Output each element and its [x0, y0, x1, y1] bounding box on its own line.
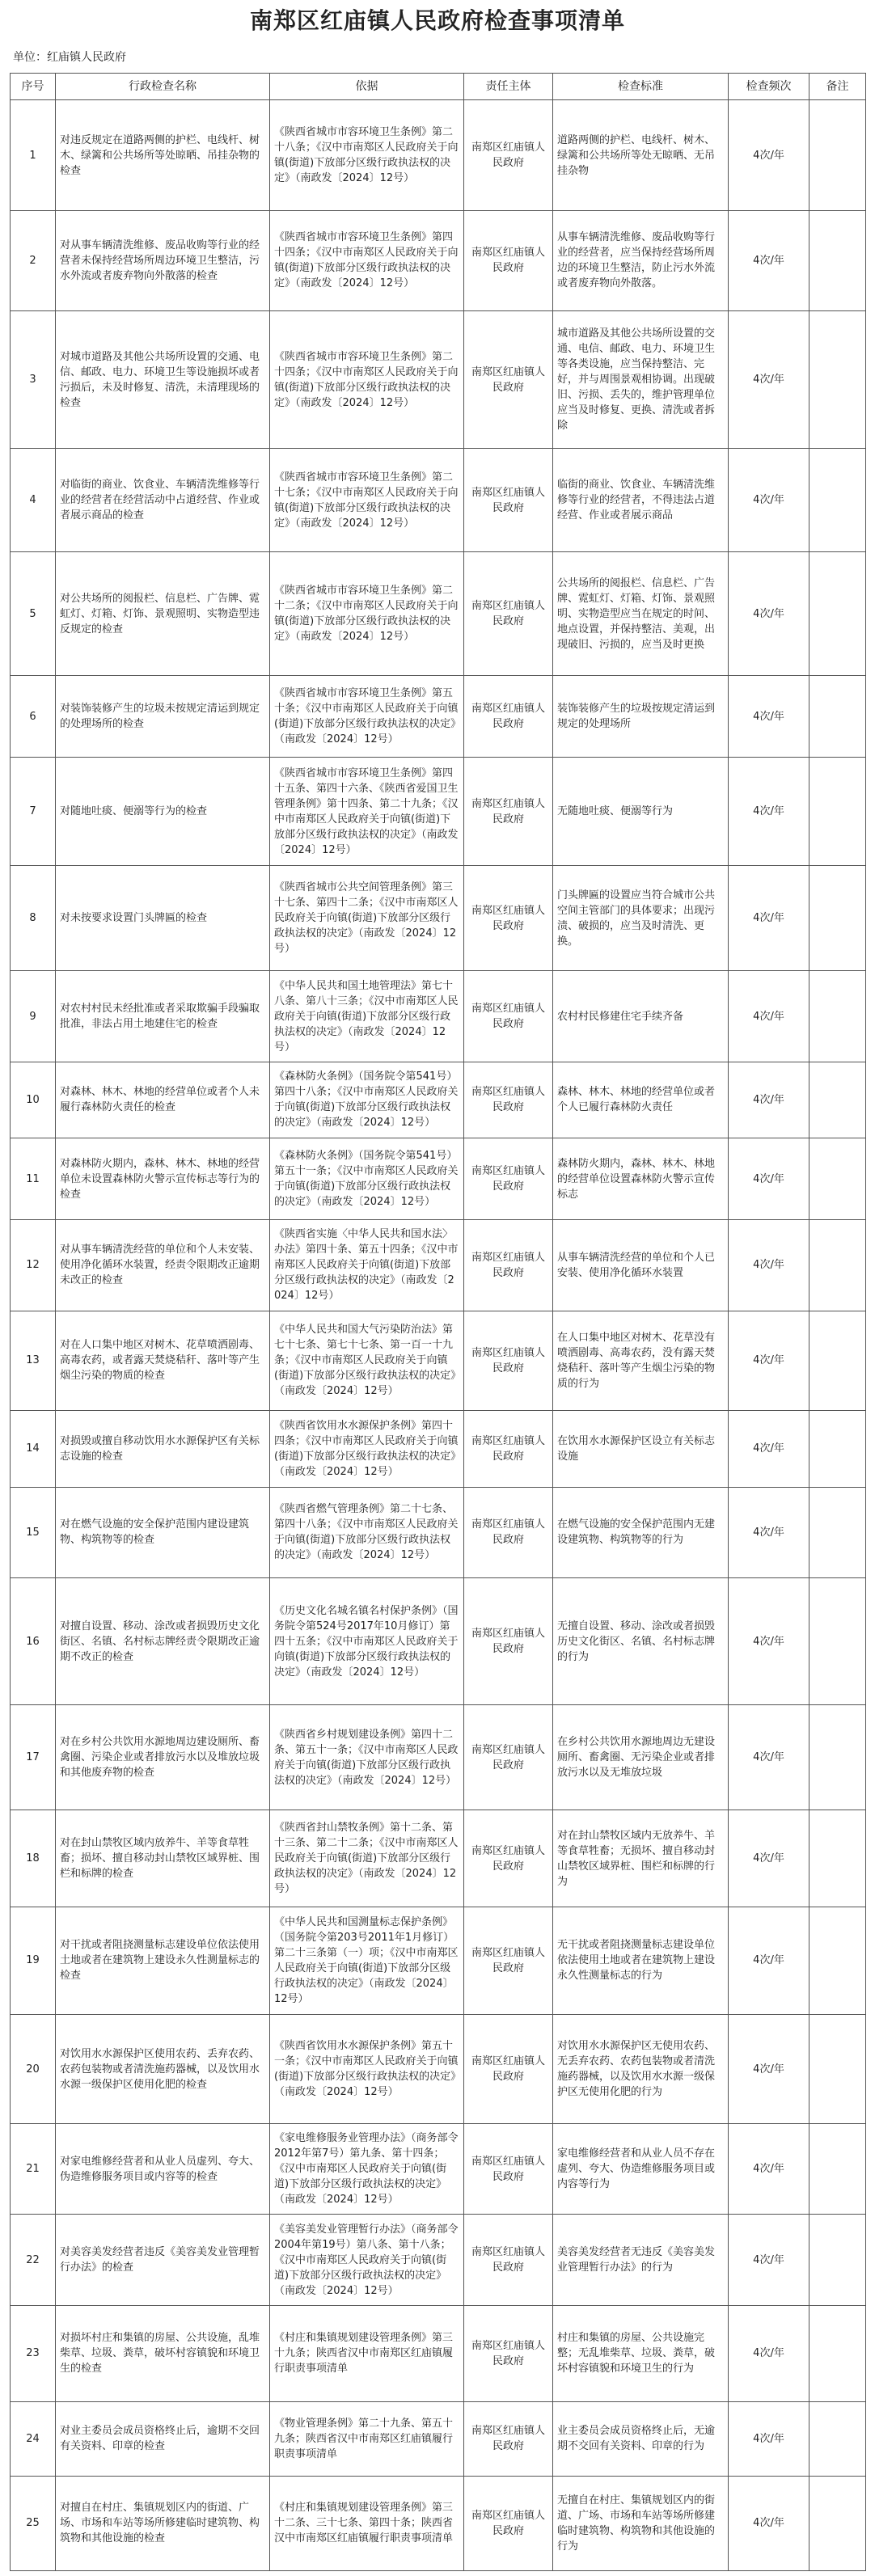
cell-frequency: 4次/年 — [729, 866, 809, 971]
cell-subject: 南郑区红庙镇人民政府 — [464, 1138, 553, 1220]
cell-name: 对公共场所的阅报栏、信息栏、广告牌、霓虹灯、灯箱、灯饰、景观照明、实物造型违反规定的检查 — [56, 552, 270, 676]
cell-basis: 《陕西省封山禁牧条例》第十二条、第十三条、第二十二条；《汉中市南郑区人民政府关于向镇(街道)下放部分区级行政执法权的决定》（南政发〔2024〕12号） — [270, 1810, 464, 1907]
cell-subject: 南郑区红庙镇人民政府 — [464, 676, 553, 758]
cell-frequency: 4次/年 — [729, 1062, 809, 1138]
cell-basis: 《陕西省城市市容环境卫生条例》第四十四条；《汉中市南郑区人民政府关于向镇(街道)下放部分区级行政执法权的决定》（南政发〔2024〕12号） — [270, 211, 464, 311]
table-row — [11, 1062, 866, 1138]
cell-standard: 道路两侧的护栏、电线杆、树木、绿篱和公共场所等处无晾晒、无吊挂杂物 — [553, 100, 729, 211]
cell-name: 对农村村民未经批准或者采取欺骗手段骗取批准，非法占用土地建住宅的检查 — [56, 971, 270, 1062]
cell-no: 7 — [11, 758, 56, 866]
cell-basis: 《陕西省城市市容环境卫生条例》第二十七条；《汉中市南郑区人民政府关于向镇(街道)下放部分区级行政执法权的决定》（南政发〔2024〕12号） — [270, 449, 464, 552]
cell-note — [809, 552, 866, 676]
table-row — [11, 211, 866, 311]
cell-note — [809, 971, 866, 1062]
cell-frequency: 4次/年 — [729, 100, 809, 211]
cell-name: 对违反规定在道路两侧的护栏、电线杆、树木、绿篱和公共场所等处晾晒、吊挂杂物的检查 — [56, 100, 270, 211]
cell-frequency: 4次/年 — [729, 1411, 809, 1487]
header-note: 备注 — [809, 74, 866, 100]
cell-name: 对干扰或者阻挠测量标志建设单位依法使用土地或者在建筑物上建设永久性测量标志的检查 — [56, 1907, 270, 2015]
cell-note — [809, 310, 866, 449]
header-frequency: 检查频次 — [729, 74, 809, 100]
cell-no: 9 — [11, 971, 56, 1062]
cell-subject: 南郑区红庙镇人民政府 — [464, 1907, 553, 2015]
cell-standard: 在燃气设施的安全保护范围内无建设建筑物、构筑物等的行为 — [553, 1487, 729, 1577]
document-title: 南郑区红庙镇人民政府检查事项清单 — [249, 7, 625, 34]
cell-note — [809, 1487, 866, 1577]
table-row — [11, 758, 866, 866]
cell-note — [809, 1810, 866, 1907]
cell-subject: 南郑区红庙镇人民政府 — [464, 971, 553, 1062]
table-row — [11, 1577, 866, 1704]
cell-no: 17 — [11, 1705, 56, 1810]
cell-subject: 南郑区红庙镇人民政府 — [464, 1062, 553, 1138]
header-standard: 检查标准 — [553, 74, 729, 100]
cell-subject: 南郑区红庙镇人民政府 — [464, 1577, 553, 1704]
table-row — [11, 310, 866, 449]
cell-name: 对损坏村庄和集镇的房屋、公共设施，乱堆柴草、垃圾、粪草，破坏村容镇貌和环境卫生的检查 — [56, 2305, 270, 2401]
cell-standard: 在饮用水水源保护区设立有关标志设施 — [553, 1411, 729, 1487]
cell-standard: 农村村民修建住宅手续齐备 — [553, 971, 729, 1062]
table-row — [11, 1220, 866, 1311]
cell-name: 对随地吐痰、便溺等行为的检查 — [56, 758, 270, 866]
cell-note — [809, 1705, 866, 1810]
cell-name: 对饮用水水源保护区使用农药、丢弃农药、农药包装物或者清洗施药器械，以及饮用水水源一级保护区使用化肥的检查 — [56, 2015, 270, 2124]
cell-note — [809, 1220, 866, 1311]
cell-standard: 无干扰或者阻挠测量标志建设单位依法使用土地或者在建筑物上建设永久性测量标志的行为 — [553, 1907, 729, 2015]
cell-basis: 《物业管理条例》第二十九条、第五十九条；陕西省汉中市南郑区红庙镇履行职责事项清单 — [270, 2401, 464, 2476]
cell-basis: 《森林防火条例》（国务院令第541号）第五十一条；《汉中市南郑区人民政府关于向镇(街道)下放部分区级行政执法权的决定》（南政发〔2024〕12号） — [270, 1138, 464, 1220]
cell-standard: 对在封山禁牧区域内无放养牛、羊等食草牲畜；无损坏、擅自移动封山禁牧区域界桩、围栏和标牌的行为 — [553, 1810, 729, 1907]
cell-basis: 《中华人民共和国大气污染防治法》第七十七条、第七十七条、第一百一十九条；《汉中市南郑区人民政府关于向镇(街道)下放部分区级行政执法权的决定》（南政发〔2024〕12号） — [270, 1311, 464, 1411]
table-row — [11, 1810, 866, 1907]
cell-basis: 《家电维修服务业管理办法》（商务部令2012年第7号）第九条、第十四条；《汉中市南郑区人民政府关于向镇(街道)下放部分区级行政执法权的决定》（南政发〔2024〕12号） — [270, 2124, 464, 2215]
table-header-row — [11, 74, 866, 100]
cell-no: 25 — [11, 2476, 56, 2570]
cell-subject: 南郑区红庙镇人民政府 — [464, 2476, 553, 2570]
cell-frequency: 4次/年 — [729, 2015, 809, 2124]
cell-subject: 南郑区红庙镇人民政府 — [464, 1705, 553, 1810]
cell-no: 15 — [11, 1487, 56, 1577]
table-row — [11, 100, 866, 211]
cell-basis: 《陕西省城市市容环境卫生条例》第二十二条；《汉中市南郑区人民政府关于向镇(街道)下放部分区级行政执法权的决定》（南政发〔2024〕12号） — [270, 552, 464, 676]
cell-subject: 南郑区红庙镇人民政府 — [464, 211, 553, 311]
cell-no: 16 — [11, 1577, 56, 1704]
cell-frequency: 4次/年 — [729, 676, 809, 758]
unit-label: 单位：红庙镇人民政府 — [13, 51, 126, 64]
cell-frequency: 4次/年 — [729, 2476, 809, 2570]
cell-frequency: 4次/年 — [729, 552, 809, 676]
table-row — [11, 2124, 866, 2215]
cell-name: 对未按要求设置门头牌匾的检查 — [56, 866, 270, 971]
cell-name: 对家电维修经营者和从业人员虚列、夸大、伪造维修服务项目或内容等的检查 — [56, 2124, 270, 2215]
cell-note — [809, 2215, 866, 2305]
cell-subject: 南郑区红庙镇人民政府 — [464, 2124, 553, 2215]
table-row — [11, 1311, 866, 1411]
table-row — [11, 2215, 866, 2305]
cell-note — [809, 2476, 866, 2570]
cell-basis: 《陕西省燃气管理条例》第二十七条、第四十八条；《汉中市南郑区人民政府关于向镇(街道)下放部分区级行政执法权的决定》（南政发〔2024〕12号） — [270, 1487, 464, 1577]
cell-no: 12 — [11, 1220, 56, 1311]
cell-frequency: 4次/年 — [729, 310, 809, 449]
cell-no: 24 — [11, 2401, 56, 2476]
cell-name: 对在乡村公共饮用水源地周边建设厕所、畜禽圈、污染企业或者排放污水以及堆放垃圾和其他废弃物的检查 — [56, 1705, 270, 1810]
cell-basis: 《陕西省乡村规划建设条例》第四十二条、第五十一条；《汉中市南郑区人民政府关于向镇(街道)下放部分区级行政执法权的决定》（南政发〔2024〕12号） — [270, 1705, 464, 1810]
cell-subject: 南郑区红庙镇人民政府 — [464, 100, 553, 211]
table-row — [11, 552, 866, 676]
header-no: 序号 — [11, 74, 56, 100]
cell-note — [809, 449, 866, 552]
cell-note — [809, 1062, 866, 1138]
cell-frequency: 4次/年 — [729, 2124, 809, 2215]
cell-subject: 南郑区红庙镇人民政府 — [464, 2401, 553, 2476]
cell-no: 4 — [11, 449, 56, 552]
table-row — [11, 1487, 866, 1577]
cell-name: 对森林、林木、林地的经营单位或者个人未履行森林防火责任的检查 — [56, 1062, 270, 1138]
cell-no: 14 — [11, 1411, 56, 1487]
header-name: 行政检查名称 — [56, 74, 270, 100]
cell-standard: 门头牌匾的设置应当符合城市公共空间主管部门的具体要求；出现污渍、破损的，应当及时清洗、更换。 — [553, 866, 729, 971]
table-row — [11, 1138, 866, 1220]
cell-name: 对在人口集中地区对树木、花草喷洒剧毒、高毒农药，或者露天焚烧秸秆、落叶等产生烟尘污染的物质的检查 — [56, 1311, 270, 1411]
cell-name: 对森林防火期内，森林、林木、林地的经营单位未设置森林防火警示宣传标志等行为的检查 — [56, 1138, 270, 1220]
cell-standard: 森林、林木、林地的经营单位或者个人已履行森林防火责任 — [553, 1062, 729, 1138]
table-body — [11, 100, 866, 2571]
cell-subject: 南郑区红庙镇人民政府 — [464, 758, 553, 866]
cell-frequency: 4次/年 — [729, 1138, 809, 1220]
cell-name: 对在燃气设施的安全保护范围内建设建筑物、构筑物等的检查 — [56, 1487, 270, 1577]
table-row — [11, 2476, 866, 2570]
cell-frequency: 4次/年 — [729, 449, 809, 552]
cell-standard: 城市道路及其他公共场所设置的交通、电信、邮政、电力、环境卫生等各类设施，应当保持整洁、完好，并与周围景观相协调。出现破旧、污损、丢失的，维护管理单位应当及时修复、更换、清洗或者拆除 — [553, 310, 729, 449]
cell-basis: 《森林防火条例》（国务院令第541号）第四十八条；《汉中市南郑区人民政府关于向镇(街道)下放部分区级行政执法权的决定》（南政发〔2024〕12号） — [270, 1062, 464, 1138]
cell-no: 2 — [11, 211, 56, 311]
cell-basis: 《中华人民共和国土地管理法》第七十八条、第八十三条；《汉中市南郑区人民政府关于向镇(街道)下放部分区级行政执法权的决定》（南政发〔2024〕12号） — [270, 971, 464, 1062]
cell-name: 对装饰装修产生的垃圾未按规定清运到规定的处理场所的检查 — [56, 676, 270, 758]
cell-subject: 南郑区红庙镇人民政府 — [464, 1411, 553, 1487]
cell-basis: 《陕西省城市公共空间管理条例》第三十七条、第四十二条；《汉中市南郑区人民政府关于向镇(街道)下放部分区级行政执法权的决定》（南政发〔2024〕12号） — [270, 866, 464, 971]
cell-no: 5 — [11, 552, 56, 676]
cell-subject: 南郑区红庙镇人民政府 — [464, 2215, 553, 2305]
cell-standard: 无擅自在村庄、集镇规划区内的街道、广场、市场和车站等场所修建临时建筑物、构筑物和其他设施的行为 — [553, 2476, 729, 2570]
cell-name: 对美容美发经营者违反《美容美发业管理暂行办法》的检查 — [56, 2215, 270, 2305]
cell-name: 对城市道路及其他公共场所设置的交通、电信、邮政、电力、环境卫生等设施损坏或者污损后，未及时修复、清洗，未清理现场的检查 — [56, 310, 270, 449]
cell-standard: 临街的商业、饮食业、车辆清洗维修等行业的经营者，不得违法占道经营、作业或者展示商品 — [553, 449, 729, 552]
table-row — [11, 2015, 866, 2124]
inspection-table — [10, 73, 866, 2571]
cell-basis: 《陕西省城市市容环境卫生条例》第四十五条、第四十六条、《陕西省爱国卫生管理条例》第十四条、第二十九条；《汉中市南郑区人民政府关于向镇(街道)下放部分区级行政执法权的决定》（南政发〔2024〕12号） — [270, 758, 464, 866]
cell-basis: 《陕西省城市市容环境卫生条例》第二十八条；《汉中市南郑区人民政府关于向镇(街道)下放部分区级行政执法权的决定》（南政发〔2024〕12号） — [270, 100, 464, 211]
cell-subject: 南郑区红庙镇人民政府 — [464, 1487, 553, 1577]
cell-basis: 《历史文化名城名镇名村保护条例》（国务院令第524号2017年10月修订）第四十五条；《汉中市南郑区人民政府关于向镇(街道)下放部分区级行政执法权的决定》（南政发〔2024〕12号） — [270, 1577, 464, 1704]
cell-basis: 《陕西省饮用水水源保护条例》第五十一条；《汉中市南郑区人民政府关于向镇(街道)下放部分区级行政执法权的决定》（南政发〔2024〕12号） — [270, 2015, 464, 2124]
cell-frequency: 4次/年 — [729, 2401, 809, 2476]
cell-standard: 无随地吐痰、便溺等行为 — [553, 758, 729, 866]
header-subject: 责任主体 — [464, 74, 553, 100]
cell-note — [809, 1411, 866, 1487]
cell-note — [809, 2124, 866, 2215]
cell-frequency: 4次/年 — [729, 971, 809, 1062]
table-row — [11, 2305, 866, 2401]
table-row — [11, 1907, 866, 2015]
cell-subject: 南郑区红庙镇人民政府 — [464, 1311, 553, 1411]
cell-no: 13 — [11, 1311, 56, 1411]
cell-standard: 森林防火期内，森林、林木、林地的经营单位设置森林防火警示宣传标志 — [553, 1138, 729, 1220]
cell-standard: 村庄和集镇的房屋、公共设施完整；无乱堆柴草、垃圾、粪草，破坏村容镇貌和环境卫生的行为 — [553, 2305, 729, 2401]
table-row — [11, 866, 866, 971]
cell-subject: 南郑区红庙镇人民政府 — [464, 552, 553, 676]
cell-name: 对临街的商业、饮食业、车辆清洗维修等行业的经营者在经营活动中占道经营、作业或者展示商品的检查 — [56, 449, 270, 552]
header-basis: 依据 — [270, 74, 464, 100]
cell-frequency: 4次/年 — [729, 1810, 809, 1907]
cell-frequency: 4次/年 — [729, 2305, 809, 2401]
table-row — [11, 971, 866, 1062]
cell-note — [809, 676, 866, 758]
cell-subject: 南郑区红庙镇人民政府 — [464, 2305, 553, 2401]
table-row — [11, 1411, 866, 1487]
cell-basis: 《陕西省城市市容环境卫生条例》第五十条；《汉中市南郑区人民政府关于向镇(街道)下放部分区级行政执法权的决定》（南政发〔2024〕12号） — [270, 676, 464, 758]
cell-subject: 南郑区红庙镇人民政府 — [464, 1810, 553, 1907]
cell-standard: 家电维修经营者和从业人员不存在虚列、夸大、伪造维修服务项目或内容等行为 — [553, 2124, 729, 2215]
cell-subject: 南郑区红庙镇人民政府 — [464, 1220, 553, 1311]
cell-frequency: 4次/年 — [729, 1220, 809, 1311]
cell-frequency: 4次/年 — [729, 1705, 809, 1810]
cell-frequency: 4次/年 — [729, 2215, 809, 2305]
cell-standard: 从事车辆清洗维修、废品收购等行业的经营者，应当保持经营场所周边的环境卫生整洁，防止污水外流或者废弃物向外散落。 — [553, 211, 729, 311]
cell-note — [809, 1907, 866, 2015]
cell-no: 19 — [11, 1907, 56, 2015]
cell-basis: 《村庄和集镇规划建设管理条例》第三十九条；陕西省汉中市南郑区红庙镇履行职责事项清单 — [270, 2305, 464, 2401]
cell-name: 对擅自设置、移动、涂改或者损毁历史文化街区、名镇、名村标志牌经责令限期改正逾期不改正的检查 — [56, 1577, 270, 1704]
table-row — [11, 676, 866, 758]
cell-frequency: 4次/年 — [729, 1487, 809, 1577]
cell-note — [809, 100, 866, 211]
cell-no: 3 — [11, 310, 56, 449]
cell-frequency: 4次/年 — [729, 1907, 809, 2015]
table-row — [11, 449, 866, 552]
cell-note — [809, 866, 866, 971]
cell-note — [809, 211, 866, 311]
cell-frequency: 4次/年 — [729, 758, 809, 866]
cell-basis: 《美容美发业管理暂行办法》（商务部令2004年第19号）第八条、第十八条；《汉中市南郑区人民政府关于向镇(街道)下放部分区级行政执法权的决定》（南政发〔2024〕12号） — [270, 2215, 464, 2305]
cell-note — [809, 1311, 866, 1411]
cell-basis: 《陕西省饮用水水源保护条例》第四十四条；《汉中市南郑区人民政府关于向镇(街道)下放部分区级行政执法权的决定》（南政发〔2024〕12号） — [270, 1411, 464, 1487]
cell-name: 对业主委员会成员资格终止后，逾期不交回有关资料、印章的检查 — [56, 2401, 270, 2476]
table-row — [11, 1705, 866, 1810]
cell-frequency: 4次/年 — [729, 211, 809, 311]
cell-no: 11 — [11, 1138, 56, 1220]
cell-note — [809, 2305, 866, 2401]
cell-standard: 对饮用水水源保护区无使用农药、无丢弃农药、农药包装物或者清洗施药器械，以及饮用水水源一级保护区无使用化肥的行为 — [553, 2015, 729, 2124]
cell-name: 对擅自在村庄、集镇规划区内的街道、广场、市场和车站等场所修建临时建筑物、构筑物和其他设施的检查 — [56, 2476, 270, 2570]
cell-basis: 《陕西省实施〈中华人民共和国水法〉办法》第四十条、第五十四条；《汉中市南郑区人民政府关于向镇(街道)下放部分区级行政执法权的决定》（南政发〔2024〕12号） — [270, 1220, 464, 1311]
cell-standard: 业主委员会成员资格终止后，无逾期不交回有关资料、印章的行为 — [553, 2401, 729, 2476]
cell-note — [809, 1577, 866, 1704]
cell-no: 8 — [11, 866, 56, 971]
cell-standard: 美容美发经营者无违反《美容美发业管理暂行办法》的行为 — [553, 2215, 729, 2305]
cell-standard: 在乡村公共饮用水源地周边无建设厕所、畜禽圈、无污染企业或者排放污水以及无堆放垃圾 — [553, 1705, 729, 1810]
cell-basis: 《中华人民共和国测量标志保护条例》（国务院令第203号2011年1月修订）第二十三条第（一）项；《汉中市南郑区人民政府关于向镇(街道)下放部分区级行政执法权的决定》（南政发〔2024〕12号） — [270, 1907, 464, 2015]
cell-subject: 南郑区红庙镇人民政府 — [464, 449, 553, 552]
cell-subject: 南郑区红庙镇人民政府 — [464, 2015, 553, 2124]
cell-no: 1 — [11, 100, 56, 211]
cell-no: 18 — [11, 1810, 56, 1907]
cell-standard: 在人口集中地区对树木、花草没有喷洒剧毒、高毒农药，没有露天焚烧秸秆、落叶等产生烟尘污染的物质的行为 — [553, 1311, 729, 1411]
cell-subject: 南郑区红庙镇人民政府 — [464, 310, 553, 449]
cell-no: 22 — [11, 2215, 56, 2305]
cell-name: 对从事车辆清洗维修、废品收购等行业的经营者未保持经营场所周边环境卫生整洁，污水外流或者废弃物向外散落的检查 — [56, 211, 270, 311]
cell-no: 23 — [11, 2305, 56, 2401]
cell-note — [809, 1138, 866, 1220]
cell-no: 20 — [11, 2015, 56, 2124]
cell-standard: 无擅自设置、移动、涂改或者损毁历史文化街区、名镇、名村标志牌的行为 — [553, 1577, 729, 1704]
cell-name: 对从事车辆清洗经营的单位和个人未安装、使用净化循环水装置，经责令限期改正逾期未改正的检查 — [56, 1220, 270, 1311]
cell-standard: 装饰装修产生的垃圾按规定清运到规定的处理场所 — [553, 676, 729, 758]
cell-standard: 公共场所的阅报栏、信息栏、广告牌、霓虹灯、灯箱、灯饰、景观照明、实物造型应当在规定的时间、地点设置，并保持整洁、美观，出现破旧、污损的，应当及时更换 — [553, 552, 729, 676]
cell-standard: 从事车辆清洗经营的单位和个人已安装、使用净化循环水装置 — [553, 1220, 729, 1311]
cell-frequency: 4次/年 — [729, 1577, 809, 1704]
cell-name: 对损毁或擅自移动饮用水水源保护区有关标志设施的检查 — [56, 1411, 270, 1487]
cell-note — [809, 2015, 866, 2124]
cell-no: 10 — [11, 1062, 56, 1138]
cell-basis: 《陕西省城市市容环境卫生条例》第二十四条；《汉中市南郑区人民政府关于向镇(街道)下放部分区级行政执法权的决定》（南政发〔2024〕12号） — [270, 310, 464, 449]
cell-basis: 《村庄和集镇规划建设管理条例》第三十二条、三十七条、第四十条；陕西省汉中市南郑区红庙镇履行职责事项清单 — [270, 2476, 464, 2570]
cell-note — [809, 758, 866, 866]
cell-note — [809, 2401, 866, 2476]
cell-subject: 南郑区红庙镇人民政府 — [464, 866, 553, 971]
table-row — [11, 2401, 866, 2476]
cell-name: 对在封山禁牧区域内放养牛、羊等食草牲畜；损坏、擅自移动封山禁牧区域界桩、围栏和标牌的检查 — [56, 1810, 270, 1907]
cell-frequency: 4次/年 — [729, 1311, 809, 1411]
cell-no: 21 — [11, 2124, 56, 2215]
cell-no: 6 — [11, 676, 56, 758]
